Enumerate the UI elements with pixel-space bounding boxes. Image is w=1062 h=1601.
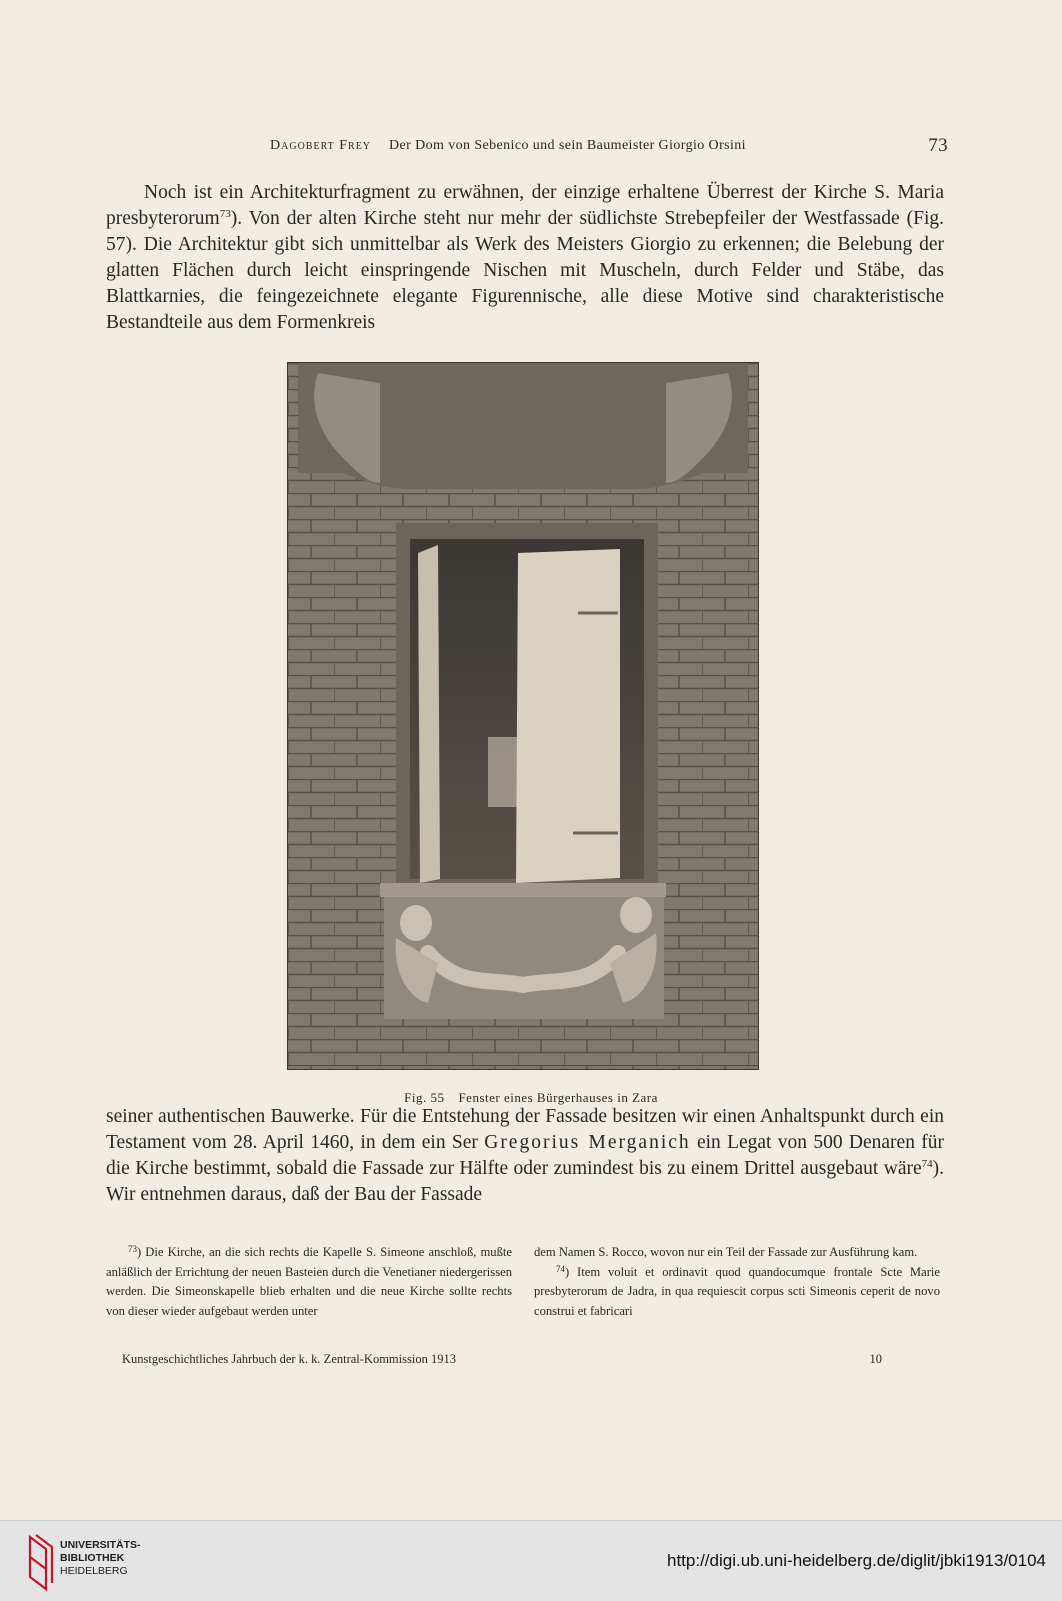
footnote-73-mark: 73 [128,1244,137,1254]
page-number: 73 [928,135,948,156]
footnote-column-left [106,1243,512,1321]
library-logo-icon[interactable] [26,1533,54,1593]
paragraph-2-text-b: ein Legat von 500 Denaren für die Kirche bestimmt, sobald die Fassade zur Hälfte oder zumindest bis zu einem Drittel ausgebaut wäre [106,1132,945,1179]
figure-label: Fig. 55 [404,1090,445,1105]
footnote-73-continued: dem Namen S. Rocco, wovon nur ein Teil der Fassade zur Ausführung kam. [534,1245,918,1259]
footnote-ref-74[interactable]: 74 [921,1158,933,1170]
paragraph-1-text-a: Noch ist ein Architekturfragment zu erwähnen, der einzige erhaltene Überrest der Kirche S. Maria presbyterorum [106,182,944,229]
window-illustration [288,363,758,1069]
spaced-name: Gregorius Merganich [484,1132,691,1153]
window-sill [380,883,666,897]
figure-photo-window [287,362,759,1070]
library-name-line-3: HEIDELBERG [60,1565,128,1577]
right-putto-relief [620,897,652,933]
footnote-ref-73[interactable]: 73 [219,208,231,220]
footnote-73-text: ) Die Kirche, an die sich rechts die Kapelle S. Simeone anschloß, mußte anläßlich der Errichtung der neuen Basteien durch die Venetianer niedergerissen werden. Die Simeonskapelle blieb erhalten und die neue Kirche sollte rechts von dieser wieder aufgebaut werden unter [106,1245,512,1318]
left-shutter [418,545,440,883]
library-name-line-1: UNIVERSITÄTS- [60,1539,141,1551]
footnote-column-right [534,1243,940,1321]
header-author: Dagobert Frey [270,138,372,153]
source-url-link[interactable]: http://digi.ub.uni-heidelberg.de/diglit/jbki1913/0104 [667,1551,1046,1570]
footnote-74-mark: 74 [556,1263,565,1274]
sheet-number: 10 [869,1352,882,1366]
library-name-line-2: BIBLIOTHEK [60,1552,125,1564]
figure-caption-text: Fenster eines Bürgerhauses in Zara [458,1090,658,1105]
paragraph-1-text-b: ). Von der alten Kirche steht nur mehr der südlichste Strebepfeiler der Westfassade (Fig. 57). Die Architektur gibt sich unmittelbar als Werk des Meisters Giorgio zu erkennen; die Belebung der glatten Flächen durch leicht einspringende Nischen mit Muscheln, durch Felder und Stäbe, das Blattkarnies, die feingezeichnete elegante Figurennische, alle diese Motive sind charakteristische Bestandteile aus dem Formenkreis [106,208,944,333]
paragraph-2-text-a: seiner authentischen Bauwerke. Für die Entstehung der Fassade besitzen wir einen Anhaltspunkt durch ein Testament vom 28. April 1460, in dem ein Ser [106,1106,944,1153]
library-footer-bar [0,1520,1062,1601]
header-title: Der Dom von Sebenico und sein Baumeister Giorgio Orsini [389,138,746,153]
paragraph-2-text-c: ). Wir entnehmen daraus, daß der Bau der Fassade [106,1158,944,1205]
library-name[interactable] [60,1539,141,1578]
left-putto-relief [400,905,432,941]
paragraph-1 [106,180,944,336]
footnote-74-text: ) Item voluit et ordinavit quod quandocumque frontale Scte Marie presbyterorum de Jadra, in qua requiescit corpus scti Simeonis ceperit de novo construi et fabricari [534,1264,940,1318]
journal-title: Kunstgeschichtliches Jahrbuch der k. k. Zentral-Kommission 1913 [122,1352,456,1366]
paragraph-2 [106,1104,944,1208]
